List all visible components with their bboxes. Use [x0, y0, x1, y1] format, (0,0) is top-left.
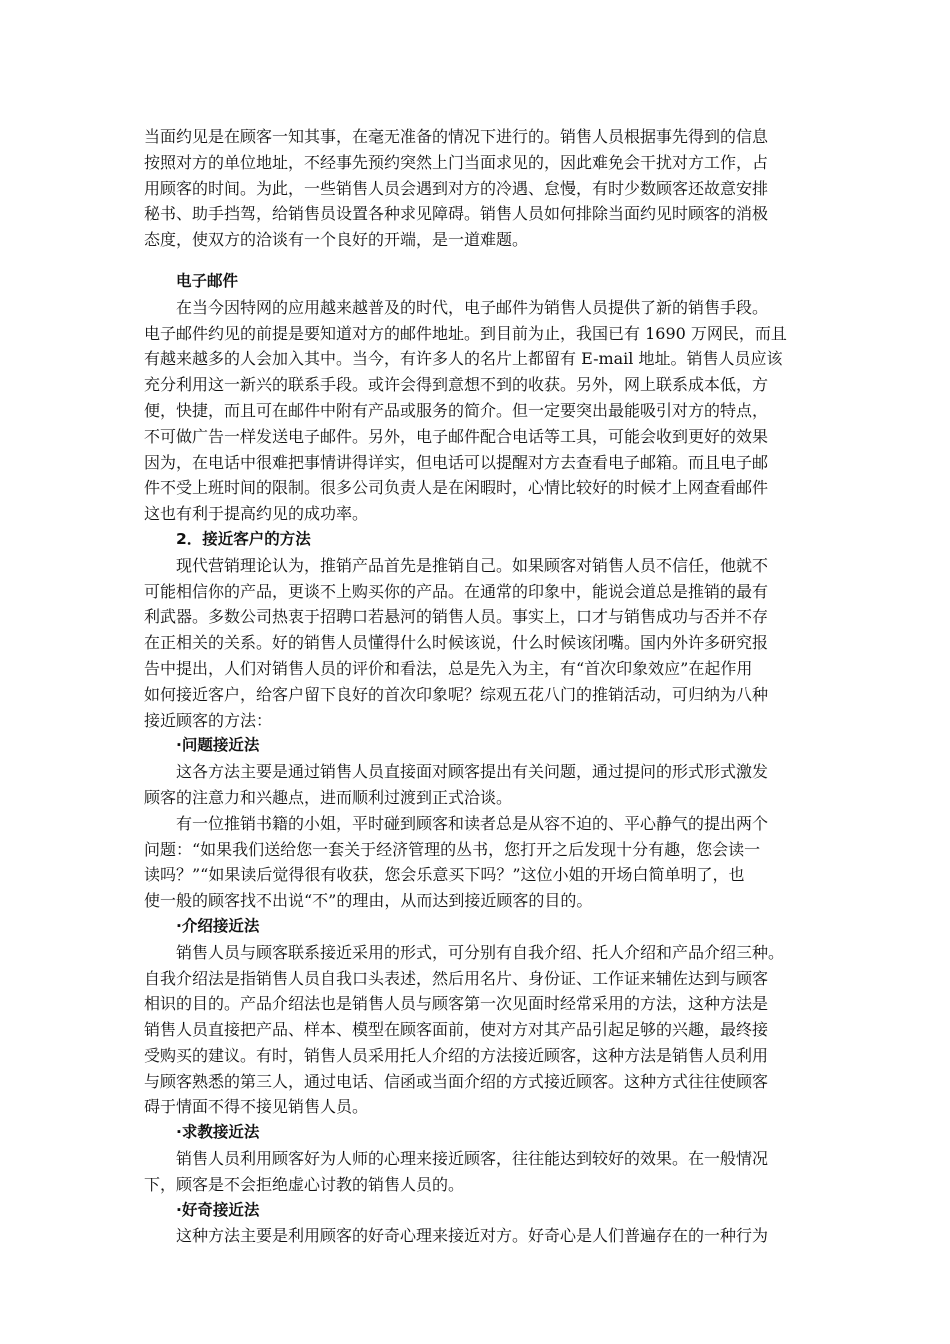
- approach-paragraph: [144, 553, 820, 734]
- text-line: 与顾客熟悉的第三人，通过电话、信函或当面介绍的方式接近顾客。这种方式往往使顾客: [144, 1071, 769, 1091]
- text-line: 相识的目的。产品介绍法也是销售人员与顾客第一次见面时经常采用的方法，这种方法是: [144, 994, 769, 1014]
- text-line: 碍于情面不得不接见销售人员。: [144, 1097, 369, 1117]
- text-line: 如何接近客户，给客户留下良好的首次印象呢？综观五花八门的推销活动，可归纳为八种: [144, 684, 769, 704]
- text-line: 使一般的顾客找不出说“不”的理由，从而达到接近顾客的目的。: [144, 891, 593, 911]
- teach-method-heading: ·求教接近法: [176, 1123, 260, 1142]
- approach-heading: 2．接近客户的方法: [176, 529, 311, 548]
- text-line: 充分利用这一新兴的联系手段。或许会得到意想不到的收获。另外，网上联系成本低，方: [144, 375, 769, 395]
- intro-paragraph: [144, 124, 820, 253]
- text-line: 态度，使双方的洽谈有一个良好的开端，是一道难题。: [144, 230, 529, 250]
- text-line: 告中提出，人们对销售人员的评价和看法，总是先入为主，有“首次印象效应”在起作用: [144, 658, 753, 678]
- email-paragraph: [144, 295, 820, 527]
- text-line: 接近顾客的方法：: [144, 710, 273, 730]
- text-line: 这种方法主要是利用顾客的好奇心理来接近对方。好奇心是人们普遍存在的一种行为: [176, 1226, 769, 1246]
- question-paragraph-1: [144, 759, 820, 811]
- text-line: 便，快捷，而且可在邮件中附有产品或服务的简介。但一定要突出最能吸引对方的特点，: [144, 400, 769, 420]
- text-line: 在正相关的关系。好的销售人员懂得什么时候该说，什么时候该闭嘴。国内外许多研究报: [144, 633, 769, 653]
- text-line: 受购买的建议。有时，销售人员采用托人介绍的方法接近顾客，这种方法是销售人员利用: [144, 1045, 769, 1065]
- text-line: 读吗？”“如果读后觉得很有收获，您会乐意买下吗？”这位小姐的开场白简单明了，也: [144, 865, 745, 885]
- text-line: 有越来越多的人会加入其中。当今，有许多人的名片上都留有 E-mail 地址。销售人员应该: [144, 349, 783, 369]
- text-line: 顾客的注意力和兴趣点，进而顺利过渡到正式洽谈。: [144, 787, 513, 807]
- text-line: 按照对方的单位地址，不经事先预约突然上门当面求见的，因此难免会干扰对方工作，占: [144, 152, 769, 172]
- document-page: [144, 124, 820, 1249]
- text-line: 秘书、助手挡驾，给销售员设置各种求见障碍。销售人员如何排除当面约见时顾客的消极: [144, 204, 769, 224]
- teach-method-paragraph: [144, 1146, 820, 1198]
- text-line: 下，顾客是不会拒绝虚心讨教的销售人员的。: [144, 1174, 465, 1194]
- question-paragraph-2: [144, 811, 820, 914]
- text-line: 这也有利于提高约见的成功率。: [144, 504, 369, 524]
- text-line: 问题：“如果我们送给您一套关于经济管理的丛书，您打开之后发现十分有趣，您会读一: [144, 839, 761, 859]
- question-method-heading: ·问题接近法: [176, 736, 260, 755]
- text-line: 不可做广告一样发送电子邮件。另外，电子邮件配合电话等工具，可能会收到更好的效果: [144, 426, 769, 446]
- text-line: 件不受上班时间的限制。很多公司负责人是在闲暇时，心情比较好的时候才上网查看邮件: [144, 478, 769, 498]
- text-line: 因为，在电话中很难把事情讲得详实，但电话可以提醒对方去查看电子邮箱。而且电子邮: [144, 452, 769, 472]
- text-line: 销售人员直接把产品、样本、模型在顾客面前，使对方对其产品引起足够的兴趣，最终接: [144, 1020, 769, 1040]
- text-line: 当面约见是在顾客一知其事，在毫无准备的情况下进行的。销售人员根据事先得到的信息: [144, 127, 769, 146]
- curiosity-method-heading: ·好奇接近法: [176, 1200, 260, 1219]
- text-line: 自我介绍法是指销售人员自我口头表述，然后用名片、身份证、工作证来辅佐达到与顾客: [144, 968, 769, 988]
- introduction-method-paragraph: [144, 940, 820, 1121]
- curiosity-method-paragraph: [144, 1223, 820, 1249]
- text-line: 利武器。多数公司热衷于招聘口若悬河的销售人员。事实上，口才与销售成功与否并不存: [144, 607, 769, 627]
- email-heading: 电子邮件: [176, 271, 239, 290]
- text-line: 销售人员利用顾客好为人师的心理来接近顾客，往往能达到较好的效果。在一般情况: [176, 1149, 769, 1169]
- text-line: 有一位推销书籍的小姐，平时碰到顾客和读者总是从容不迫的、平心静气的提出两个: [176, 813, 769, 833]
- text-line: 用顾客的时间。为此，一些销售人员会遇到对方的冷遇、怠慢，有时少数顾客还故意安排: [144, 178, 769, 198]
- text-line: 在当今因特网的应用越来越普及的时代，电子邮件为销售人员提供了新的销售手段。: [176, 297, 769, 317]
- text-line: 销售人员与顾客联系接近采用的形式，可分别有自我介绍、托人介绍和产品介绍三种。: [176, 942, 785, 962]
- text-line: 可能相信你的产品，更谈不上购买你的产品。在通常的印象中，能说会道总是推销的最有: [144, 581, 769, 601]
- text-line: 现代营销理论认为，推销产品首先是推销自己。如果顾客对销售人员不信任，他就不: [176, 555, 769, 575]
- text-line: 电子邮件约见的前提是要知道对方的邮件地址。到目前为止，我国已有 1690 万网民，而且: [144, 323, 787, 343]
- introduction-method-heading: ·介绍接近法: [176, 916, 260, 935]
- text-line: 这各方法主要是通过销售人员直接面对顾客提出有关问题，通过提问的形式形式激发: [176, 762, 769, 782]
